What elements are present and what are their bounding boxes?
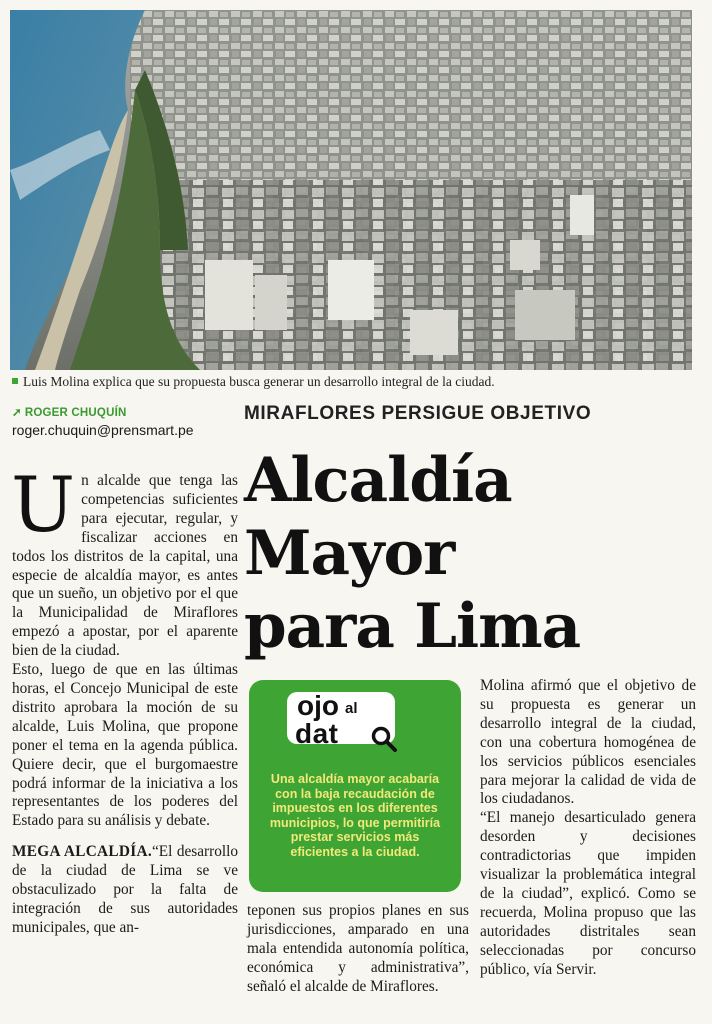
arrow-icon: ➚	[12, 407, 22, 419]
paragraph-col3-2: “El manejo desarticulado genera desorden y decisiones contradictorias que impiden visualizar la problemática integral de la ciudad”, explicó. Como se recuerda, Molina propuso que las autoridades distritales sean seleccionadas por concurso público, vía Servir.	[480, 809, 696, 978]
drop-cap: U	[11, 460, 76, 549]
paragraph-2: Esto, luego de que en las últimas horas, el Concejo Municipal de este distrito aprobara la moción de su alcalde, Luis Molina, que propone poner el tema en la agenda pública. Quiere decir, que el burgomaestre podrá informar de la iniciativa a los representantes de los poderes del Estado para su análisis y debate.	[12, 661, 238, 830]
dato-word: dat	[295, 718, 339, 749]
paragraph-1: Un alcalde que tenga las competencias suficientes para ejecutar, regular, y fiscalizar acciones en todos los distritos de la capital, una especie de alcaldía mayor, es antes que un sueño, un objetivo por el que la Municipalidad de Miraflores empezó a apostar, por el aparente bien de la ciudad.	[11, 460, 238, 660]
photo-caption: Luis Molina explica que su propuesta busca generar un desarrollo integral de la ciudad.	[12, 373, 702, 391]
byline-email[interactable]: roger.chuquin@prensmart.pe	[12, 422, 194, 438]
bullet-square-icon	[12, 378, 18, 384]
ojo-al-dato-box	[249, 680, 461, 892]
ojo-word: ojo	[297, 690, 339, 721]
paragraph-3-text: “El desarrollo de la ciudad de Lima se ve obstaculizado por la falta de integración de sus autoridades municipales, que an-	[12, 843, 238, 936]
headline-line-2: Mayor	[244, 518, 455, 589]
magnifier-icon	[371, 726, 397, 752]
kicker: MIRAFLORES PERSIGUE OBJETIVO	[244, 403, 592, 424]
article-column-2: teponen sus propios planes en sus jurisdicciones, amparado en una mala entendida autonomía política, económica y administrativa”, señaló el alcalde de Miraflores.	[247, 902, 469, 995]
aerial-city-photo	[10, 10, 692, 370]
section-lead: MEGA ALCALDÍA.	[12, 843, 152, 861]
article-photo	[10, 10, 692, 370]
paragraph-col3-1: Molina afirmó que el objetivo de su propuesta es generar un desarrollo integral de la ciudad, con una cobertura homogénea de los servicios públicos esenciales para mejorar la calidad de vida de los ciudadanos.	[480, 677, 696, 808]
headline-line-3: para Lima	[244, 591, 581, 662]
headline-line-1: Alcaldía	[244, 445, 512, 516]
ojo-al-dato-text: Una alcaldía mayor acabaría con la baja recaudación de impuestos en los diferentes municipios, lo que permitiría prestar servicios más eficientes a la ciudad.	[269, 772, 441, 859]
article-column-1	[11, 460, 238, 938]
paragraph-3	[12, 843, 238, 938]
headline	[244, 444, 704, 663]
al-word: al	[345, 700, 358, 717]
article-column-3	[480, 677, 696, 980]
byline-author: ➚ ROGER CHUQUÍN	[12, 407, 127, 419]
